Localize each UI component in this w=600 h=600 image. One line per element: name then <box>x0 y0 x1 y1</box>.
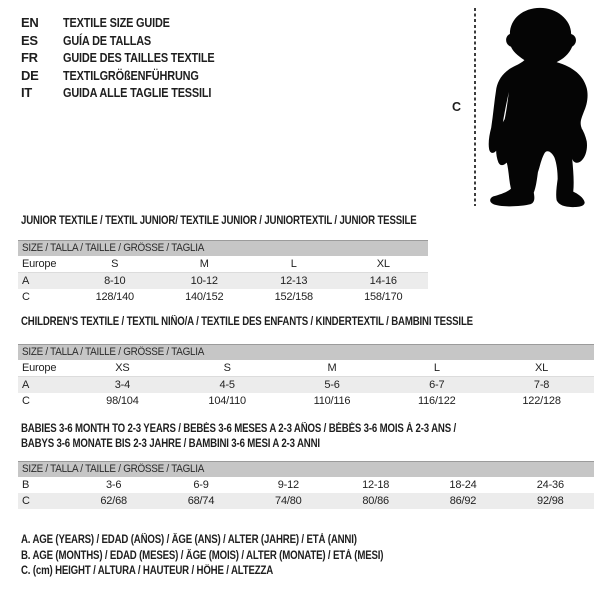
children-size-table <box>18 344 594 409</box>
guide-title: GUIDA ALLE TAGLIE TESSILI <box>63 85 212 100</box>
babies-table-title-line2: BABYS 3-6 MONATE BIS 2-3 JAHRE / BAMBINI 3-6 MESI A 2-3 ANNI <box>21 438 320 450</box>
language-row <box>21 14 243 32</box>
table-row-age <box>18 377 594 393</box>
size-cell: 74/80 <box>275 495 302 507</box>
size-cell: 5-6 <box>324 379 340 391</box>
row-label: A <box>22 379 30 391</box>
size-cell: 9-12 <box>277 479 299 491</box>
guide-title: GUÍA DE TALLAS <box>63 32 152 48</box>
height-measure-dashed-line <box>474 8 476 206</box>
size-header-text: SIZE / TALLA / TAILLE / GRÖSSE / TAGLIA <box>22 242 205 254</box>
size-cell: 62/68 <box>100 495 127 507</box>
baby-silhouette-icon <box>486 6 594 209</box>
size-cell: 68/74 <box>187 495 215 507</box>
guide-title: TEXTILGRÖßENFÜHRUNG <box>63 67 199 83</box>
junior-table-title: JUNIOR TEXTILE / TEXTIL JUNIOR/ TEXTILE JUNIOR / JUNIORTEXTIL / JUNIOR TESSILE <box>21 215 417 227</box>
size-cell: 3-4 <box>114 379 131 391</box>
junior-size-table <box>18 240 428 305</box>
size-cell: S <box>111 258 119 270</box>
size-cell: 8-10 <box>104 275 126 287</box>
size-cell: 86/92 <box>449 495 477 507</box>
size-cell: 10-12 <box>190 275 218 287</box>
size-cell: XL <box>376 258 390 270</box>
legend-line-a: A. AGE (YEARS) / EDAD (AÑOS) / ÂGE (ANS) / ALTER (JAHRE) / ETÀ (ANNI) <box>21 534 357 546</box>
size-cell: XS <box>115 362 130 374</box>
language-code: DE <box>21 67 39 83</box>
size-cell: 12-18 <box>362 479 390 491</box>
size-cell: 18-24 <box>449 479 477 491</box>
size-cell: 6-9 <box>193 479 209 491</box>
size-header-bar <box>18 344 594 360</box>
size-cell: L <box>433 362 440 374</box>
legend-line-c: C. (cm) HEIGHT / ALTURA / HAUTEUR / HÖHE / ALTEZZA <box>21 565 274 578</box>
row-label: Europe <box>22 362 57 374</box>
language-code: FR <box>21 50 38 65</box>
size-cell: XL <box>535 362 549 374</box>
size-cell: 152/158 <box>274 291 313 303</box>
size-cell: M <box>327 362 337 374</box>
size-cell: 122/128 <box>522 395 561 407</box>
size-cell: M <box>199 258 209 270</box>
size-cell: 116/122 <box>418 395 456 407</box>
table-row-height <box>18 393 594 409</box>
size-header-bar <box>18 240 428 256</box>
row-label: C <box>22 395 30 407</box>
size-cell: 98/104 <box>106 395 139 407</box>
size-cell: 24-36 <box>536 479 564 491</box>
size-header-bar <box>18 461 594 477</box>
table-row-age <box>18 273 428 289</box>
height-measure-label: C <box>452 100 462 114</box>
guide-title: TEXTILE SIZE GUIDE <box>63 15 170 30</box>
size-cell: 7-8 <box>533 379 550 391</box>
language-code: ES <box>21 32 38 48</box>
babies-size-table <box>18 461 594 509</box>
size-cell: 80/86 <box>362 495 389 507</box>
row-label: Europe <box>22 258 57 270</box>
language-row <box>21 32 243 50</box>
language-list <box>21 14 243 102</box>
table-row-europe <box>18 360 594 377</box>
size-cell: 110/116 <box>313 395 351 407</box>
measure-legend <box>21 533 452 580</box>
table-row-height <box>18 493 594 509</box>
size-header-text: SIZE / TALLA / TAILLE / GRÖSSE / TAGLIA <box>22 463 205 475</box>
size-cell: 92/98 <box>537 495 564 507</box>
babies-table-title-line1: BABIES 3-6 MONTH TO 2-3 YEARS / BEBÉS 3-6 MESES A 2-3 AÑOS / BÉBÉS 3-6 MOIS À 2-3 ANS / <box>21 423 457 435</box>
size-cell: 158/170 <box>364 291 403 303</box>
size-cell: 128/140 <box>95 291 134 303</box>
language-code: EN <box>21 15 39 30</box>
guide-title: GUIDE DES TAILLES TEXTILE <box>63 50 215 65</box>
language-row <box>21 49 243 67</box>
table-row-height <box>18 289 428 305</box>
language-code: IT <box>21 85 32 100</box>
row-label: B <box>22 479 30 491</box>
legend-line-b: B. AGE (MONTHS) / EDAD (MESES) / ÂGE (MOIS) / ALTER (MONATE) / ETÀ (MESI) <box>21 549 384 562</box>
size-header-text: SIZE / TALLA / TAILLE / GRÖSSE / TAGLIA <box>22 346 205 358</box>
size-cell: 140/152 <box>185 291 224 303</box>
row-label: C <box>22 291 30 303</box>
size-cell: 6-7 <box>429 379 445 391</box>
size-cell: 12-13 <box>280 275 308 287</box>
table-row-age-months <box>18 477 594 493</box>
size-cell: 4-5 <box>219 379 235 391</box>
size-cell: 14-16 <box>369 275 397 287</box>
size-cell: S <box>223 362 231 374</box>
children-table-title: CHILDREN'S TEXTILE / TEXTIL NIÑO/A / TEXTILE DES ENFANTS / KINDERTEXTIL / BAMBINI TESSILE <box>21 316 473 328</box>
table-row-europe <box>18 256 428 273</box>
size-cell: 104/110 <box>208 395 246 407</box>
row-label: A <box>22 275 30 287</box>
size-cell: L <box>290 258 297 270</box>
size-cell: 3-6 <box>106 479 122 491</box>
language-row <box>21 67 243 85</box>
row-label: C <box>22 495 30 507</box>
language-row <box>21 84 243 102</box>
